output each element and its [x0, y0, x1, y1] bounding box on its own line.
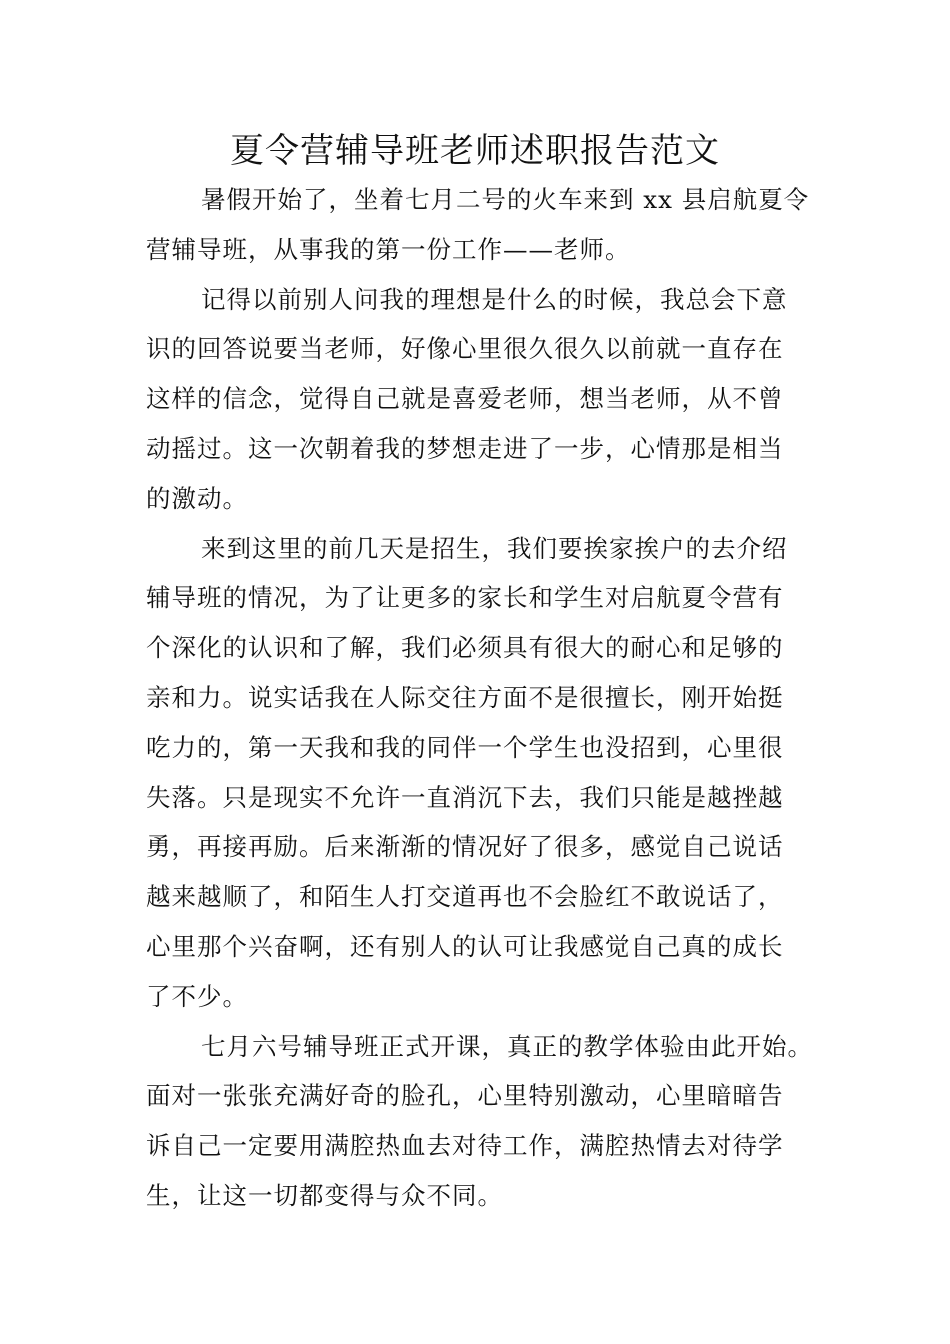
paragraph-line: 辅导班的情况，为了让更多的家长和学生对启航夏令营有	[146, 583, 784, 613]
paragraph-line: 动摇过。这一次朝着我的梦想走进了一步，心情那是相当	[146, 433, 784, 463]
paragraph-line: 面对一张张充满好奇的脸孔，心里特别激动，心里暗暗告	[146, 1081, 784, 1111]
paragraph-line: 失落。只是现实不允许一直消沉下去，我们只能是越挫越	[146, 782, 784, 812]
document-body	[146, 175, 826, 1221]
paragraph-line: 勇，再接再励。后来渐渐的情况好了很多，感觉自己说话	[146, 832, 784, 862]
paragraph-line: 识的回答说要当老师，好像心里很久很久以前就一直存在	[146, 334, 784, 364]
paragraph-line: 吃力的，第一天我和我的同伴一个学生也没招到，心里很	[146, 732, 784, 762]
paragraph-line: 了不少。	[146, 981, 248, 1011]
paragraph-line: 的激动。	[146, 483, 248, 513]
document-title: 夏令营辅导班老师述职报告范文	[230, 131, 720, 171]
paragraph-line: 这样的信念，觉得自己就是喜爱老师，想当老师，从不曾	[146, 384, 784, 414]
paragraph-line: 生，让这一切都变得与众不同。	[146, 1180, 503, 1210]
paragraph-line: 亲和力。说实话我在人际交往方面不是很擅长，刚开始挺	[146, 682, 784, 712]
paragraph-line: 个深化的认识和了解，我们必须具有很大的耐心和足够的	[146, 633, 784, 663]
paragraph-first-line: 记得以前别人问我的理想是什么的时候，我总会下意	[201, 284, 788, 314]
paragraph-first-line: 七月六号辅导班正式开课，真正的教学体验由此开始。	[201, 1031, 813, 1061]
paragraph-first-line: 来到这里的前几天是招生，我们要挨家挨户的去介绍	[201, 533, 788, 563]
paragraph-line: 诉自己一定要用满腔热血去对待工作，满腔热情去对待学	[146, 1131, 784, 1161]
paragraph-first-line: 暑假开始了，坐着七月二号的火车来到 xx 县启航夏令	[201, 185, 810, 214]
paragraph-line: 心里那个兴奋啊，还有别人的认可让我感觉自己真的成长	[146, 931, 784, 961]
paragraph-line: 越来越顺了，和陌生人打交道再也不会脸红不敢说话了，	[146, 882, 784, 912]
paragraph-line: 营辅导班，从事我的第一份工作——老师。	[146, 234, 631, 264]
